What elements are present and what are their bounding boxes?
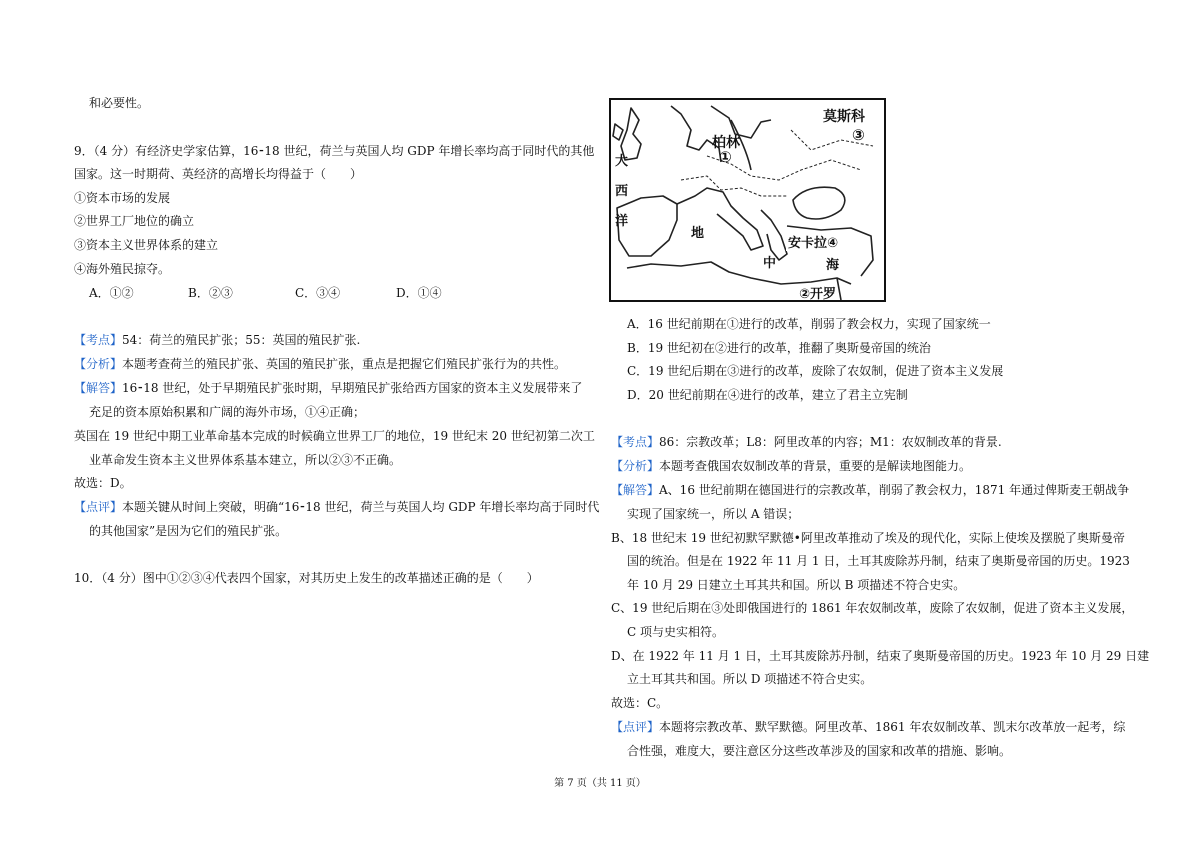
dianping-row	[74, 499, 599, 515]
jieda-text: A、16 世纪前期在德国进行的宗教改革，削弱了教会权力，1871 年通过俾斯麦王朝战争	[659, 483, 1130, 497]
choice-b: B．19 世纪初在②进行的改革，推翻了奥斯曼帝国的统治	[627, 341, 931, 355]
jieda-text-cont: 英国在 19 世纪中期工业革命基本完成的时候确立世界工厂的地位，19 世纪末 20 世纪初第二次工	[74, 429, 595, 443]
kaodian-row	[611, 434, 1002, 450]
statement-1: ①资本市场的发展	[74, 191, 171, 205]
choice-b: B．②③	[188, 286, 233, 300]
choice-d: D．①④	[396, 286, 442, 300]
jieda-text-cont: 业革命发生资本主义世界体系基本建立，所以②③不正确。	[89, 453, 402, 467]
map-label-atlantic-3: 洋	[615, 214, 629, 229]
choice-a: A．①②	[89, 286, 134, 300]
jieda-text-cont: D、在 1922 年 11 月 1 日，土耳其废除苏丹制，结束了奥斯曼帝国的历史。1923 年 10 月 29 日建	[611, 649, 1150, 663]
map-label-berlin: 柏林	[712, 135, 740, 151]
jieda-tag: 【解答】	[611, 483, 660, 497]
jieda-text-cont: C、19 世纪后期在③处即俄国进行的 1861 年农奴制改革，废除了农奴制，促进了资本主义发展，	[611, 601, 1134, 615]
dianping-text: 本题将宗教改革、默罕默德。阿里改革、1861 年农奴制改革、凯末尔改革放一起考，综	[659, 720, 1126, 734]
map-label-moscow: 莫斯科	[823, 109, 865, 125]
fenxi-tag: 【分析】	[74, 357, 123, 371]
map-label-med-2: 中	[763, 256, 777, 271]
kaodian-tag: 【考点】	[611, 435, 660, 449]
jieda-tag: 【解答】	[74, 381, 123, 395]
jieda-text-cont: B、18 世纪末 19 世纪初默罕默德•阿里改革推动了埃及的现代化，实际上使埃及摆脱了奥斯曼帝	[611, 531, 1125, 545]
choice-d: D．20 世纪前期在④进行的改革，建立了君主立宪制	[627, 388, 908, 402]
map-marker-3: ③	[852, 126, 865, 144]
jieda-text: 16⁃18 世纪，处于早期殖民扩张时期，早期殖民扩张给西方国家的资本主义发展带来了	[122, 381, 583, 395]
text-line: 和必要性。	[89, 96, 150, 110]
jieda-text-cont: 充足的资本原始积累和广阔的海外市场，①④正确；	[89, 405, 366, 419]
jieda-text-cont: 年 10 月 29 日建立土耳其共和国。所以 B 项描述不符合史实。	[627, 578, 966, 592]
statement-3: ③资本主义世界体系的建立	[74, 238, 219, 252]
question-9-stem-cont: 国家。这一时期荷、英经济的高增长均得益于（ ）	[74, 167, 363, 181]
jieda-text-cont: 实现了国家统一，所以 A 错误；	[627, 507, 800, 521]
jieda-row	[611, 482, 1129, 498]
fenxi-text: 本题考查荷兰的殖民扩张、英国的殖民扩张，重点是把握它们殖民扩张行为的共性。	[122, 357, 567, 371]
jieda-text-cont: C 项与史实相符。	[627, 625, 724, 639]
fenxi-tag: 【分析】	[611, 459, 660, 473]
answer-line: 故选：D。	[74, 476, 132, 490]
map-label-med-3: 海	[826, 258, 840, 273]
choice-a: A．16 世纪前期在①进行的改革，削弱了教会权力，实现了国家统一	[627, 317, 991, 331]
dianping-text: 本题关键从时间上突破，明确“16⁃18 世纪，荷兰与英国人均 GDP 年增长率均高于同时代	[122, 500, 600, 514]
map-label-ankara: 安卡拉④	[786, 232, 840, 251]
dianping-tag: 【点评】	[611, 720, 660, 734]
dianping-tag: 【点评】	[74, 500, 123, 514]
fenxi-row	[611, 458, 971, 474]
kaodian-text: 86：宗教改革；L8：阿里改革的内容；M1：农奴制改革的背景.	[659, 435, 1002, 449]
jieda-text-cont: 立土耳其共和国。所以 D 项描述不符合史实。	[627, 672, 873, 686]
statement-2: ②世界工厂地位的确立	[74, 214, 195, 228]
choice-c: C．19 世纪后期在③进行的改革，废除了农奴制，促进了资本主义发展	[627, 364, 1004, 378]
fenxi-text: 本题考查俄国农奴制改革的背景，重要的是解读地图能力。	[659, 459, 972, 473]
map-outline	[611, 100, 886, 302]
answer-line: 故选：C。	[611, 696, 669, 710]
map-marker-1: ①	[719, 148, 732, 166]
dianping-row	[611, 719, 1125, 735]
jieda-row	[74, 380, 582, 396]
kaodian-tag: 【考点】	[74, 333, 123, 347]
question-10-stem: 10．（4 分）图中①②③④代表四个国家，对其历史上发生的改革描述正确的是（ ）	[74, 571, 539, 585]
kaodian-text: 54：荷兰的殖民扩张；55：英国的殖民扩张.	[122, 333, 361, 347]
europe-map	[609, 98, 886, 302]
jieda-text-cont: 国的统治。但是在 1922 年 11 月 1 日，土耳其废除苏丹制，结束了奥斯曼帝国的历史。1923	[627, 554, 1130, 568]
fenxi-row	[74, 356, 566, 372]
statement-4: ④海外殖民掠夺。	[74, 262, 171, 276]
map-label-med-1: 地	[691, 226, 705, 241]
kaodian-row	[74, 332, 360, 348]
choice-c: C．③④	[295, 286, 341, 300]
dianping-text-cont: 的其他国家”是因为它们的殖民扩张。	[89, 524, 288, 538]
map-label-atlantic-1: 大	[615, 154, 629, 169]
map-label-atlantic-2: 西	[615, 184, 629, 199]
page-footer: 第 7 页（共 11 页）	[554, 778, 646, 789]
map-label-cairo: ②开罗	[799, 287, 837, 302]
dianping-text-cont: 合性强，难度大，要注意区分这些改革涉及的国家和改革的措施、影响。	[627, 744, 1012, 758]
question-9-stem: 9．（4 分）有经济史学家估算，16⁃18 世纪，荷兰与英国人均 GDP 年增长率均高于同时代的其他	[74, 144, 595, 158]
